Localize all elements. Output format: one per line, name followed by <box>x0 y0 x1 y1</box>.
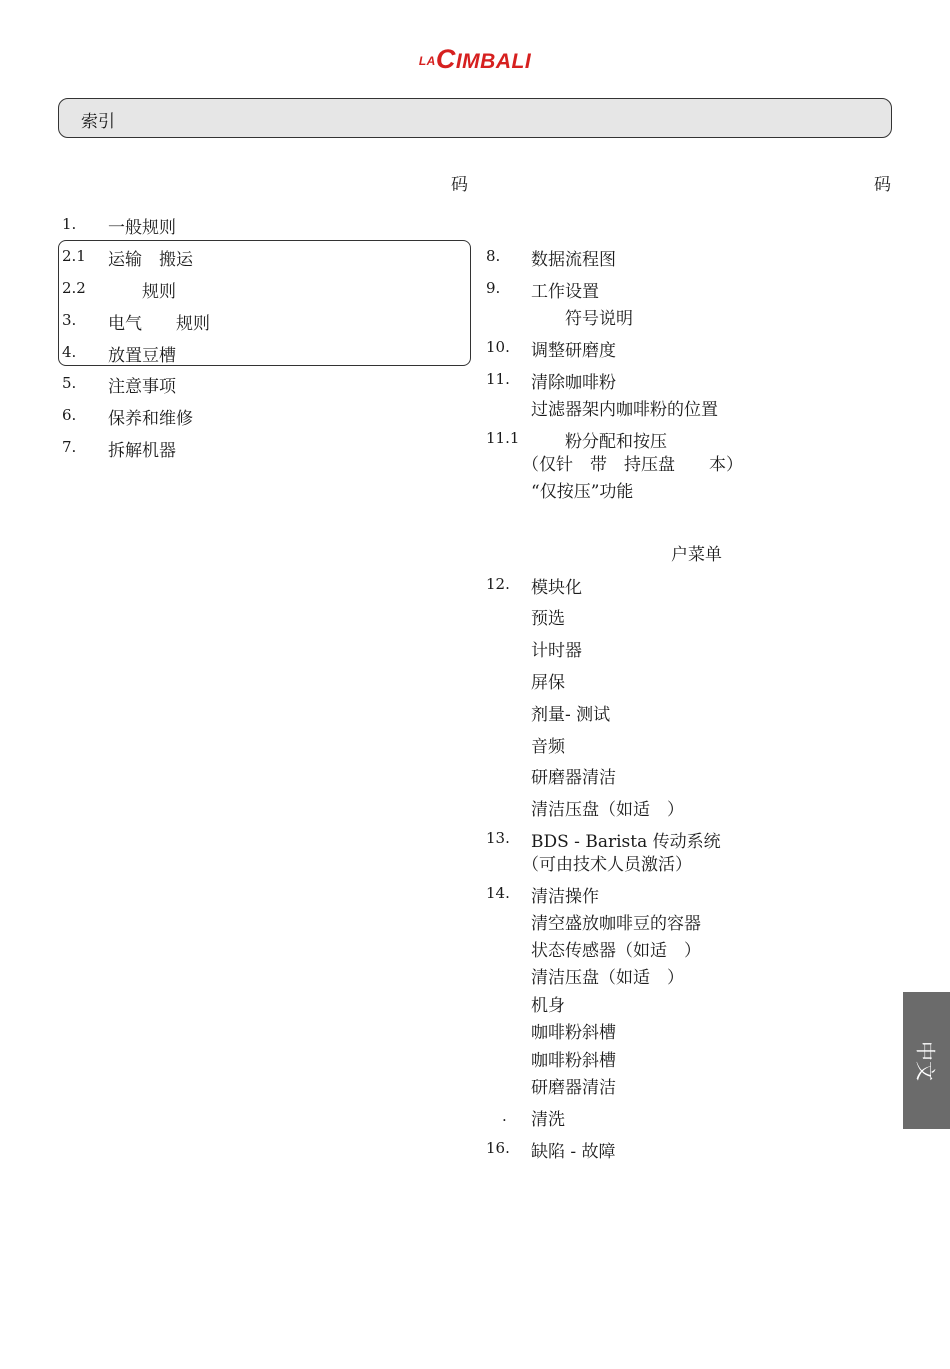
toc-text: 运输 搬运 <box>108 250 193 270</box>
language-tab-label: 中文 <box>913 1040 937 1081</box>
toc-number: 13. <box>486 829 510 847</box>
language-tab[interactable] <box>903 992 950 1129</box>
toc-number: 10. <box>486 338 510 356</box>
toc-number: 3. <box>62 311 77 329</box>
toc-number: 7. <box>62 438 77 456</box>
toc-text: 研磨器清洁 <box>531 768 616 788</box>
toc-number: 12. <box>486 575 510 593</box>
toc-text: 粉分配和按压 <box>531 432 667 452</box>
toc-number: 11.1 <box>486 429 520 447</box>
logo-rest: IMBALI <box>455 50 532 73</box>
toc-text: 规则 <box>108 282 176 302</box>
logo-prefix: LA <box>418 54 436 68</box>
toc-text: 状态传感器（如适 ） <box>531 941 701 961</box>
toc-text: 清空盛放咖啡豆的容器 <box>531 914 701 934</box>
toc-text: 拆解机器 <box>108 441 176 461</box>
toc-text: 工作设置 <box>531 282 599 302</box>
toc-text: 咖啡粉斜槽 <box>531 1023 616 1043</box>
page-column-header-right: 码 <box>874 175 891 195</box>
toc-number: 9. <box>486 279 501 297</box>
toc-text: 缺陷 - 故障 <box>531 1142 616 1162</box>
toc-text: 清除咖啡粉 <box>531 373 616 393</box>
brand-logo <box>0 44 950 75</box>
toc-number: 8. <box>486 247 501 265</box>
toc-text: 预选 <box>531 609 565 629</box>
toc-number: 1. <box>62 215 77 233</box>
logo-initial: C <box>435 44 456 74</box>
toc-text: “仅按压”功能 <box>531 482 634 502</box>
toc-text: 清洗 <box>531 1110 565 1130</box>
toc-text: 过滤器架内咖啡粉的位置 <box>531 400 718 420</box>
toc-text: 符号说明 <box>531 309 633 329</box>
section-heading-text: 户菜单 <box>671 545 722 565</box>
toc-text: 放置豆槽 <box>108 346 176 366</box>
toc-text: （仅针 带 持压盘 本） <box>522 455 743 475</box>
toc-text: 音频 <box>531 737 565 757</box>
toc-text: 咖啡粉斜槽 <box>531 1051 616 1071</box>
toc-text: 研磨器清洁 <box>531 1078 616 1098</box>
toc-text: 一般规则 <box>108 218 176 238</box>
toc-number: 6. <box>62 406 77 424</box>
toc-text: 机身 <box>531 996 565 1016</box>
page-title: 索引 <box>81 112 115 132</box>
toc-text: 注意事项 <box>108 377 176 397</box>
toc-text: BDS - Barista 传动系统 <box>531 832 721 852</box>
toc-number: 14. <box>486 884 510 902</box>
toc-text: 调整研磨度 <box>531 341 616 361</box>
toc-text: 剂量- 测试 <box>531 705 611 725</box>
toc-text: 清洁操作 <box>531 887 599 907</box>
toc-number: 2.1 <box>62 247 86 265</box>
toc-text: 模块化 <box>531 578 582 598</box>
toc-text: 清洁压盘（如适 ） <box>531 800 684 820</box>
toc-text: 屏保 <box>531 673 565 693</box>
toc-text: （可由技术人员激活） <box>522 855 692 875</box>
toc-text: 数据流程图 <box>531 250 616 270</box>
page-column-header-left: 码 <box>451 175 468 195</box>
toc-number: 11. <box>486 370 510 388</box>
toc-text: 计时器 <box>531 641 582 661</box>
toc-text: 保养和维修 <box>108 409 193 429</box>
toc-number: 4. <box>62 343 77 361</box>
toc-number: 16. <box>486 1139 510 1157</box>
toc-number: . <box>502 1107 507 1125</box>
toc-number: 2.2 <box>62 279 86 297</box>
toc-number: 5. <box>62 374 77 392</box>
toc-text: 电气 规则 <box>108 314 210 334</box>
index-title-bar <box>58 98 892 138</box>
toc-text: 清洁压盘（如适 ） <box>531 968 684 988</box>
